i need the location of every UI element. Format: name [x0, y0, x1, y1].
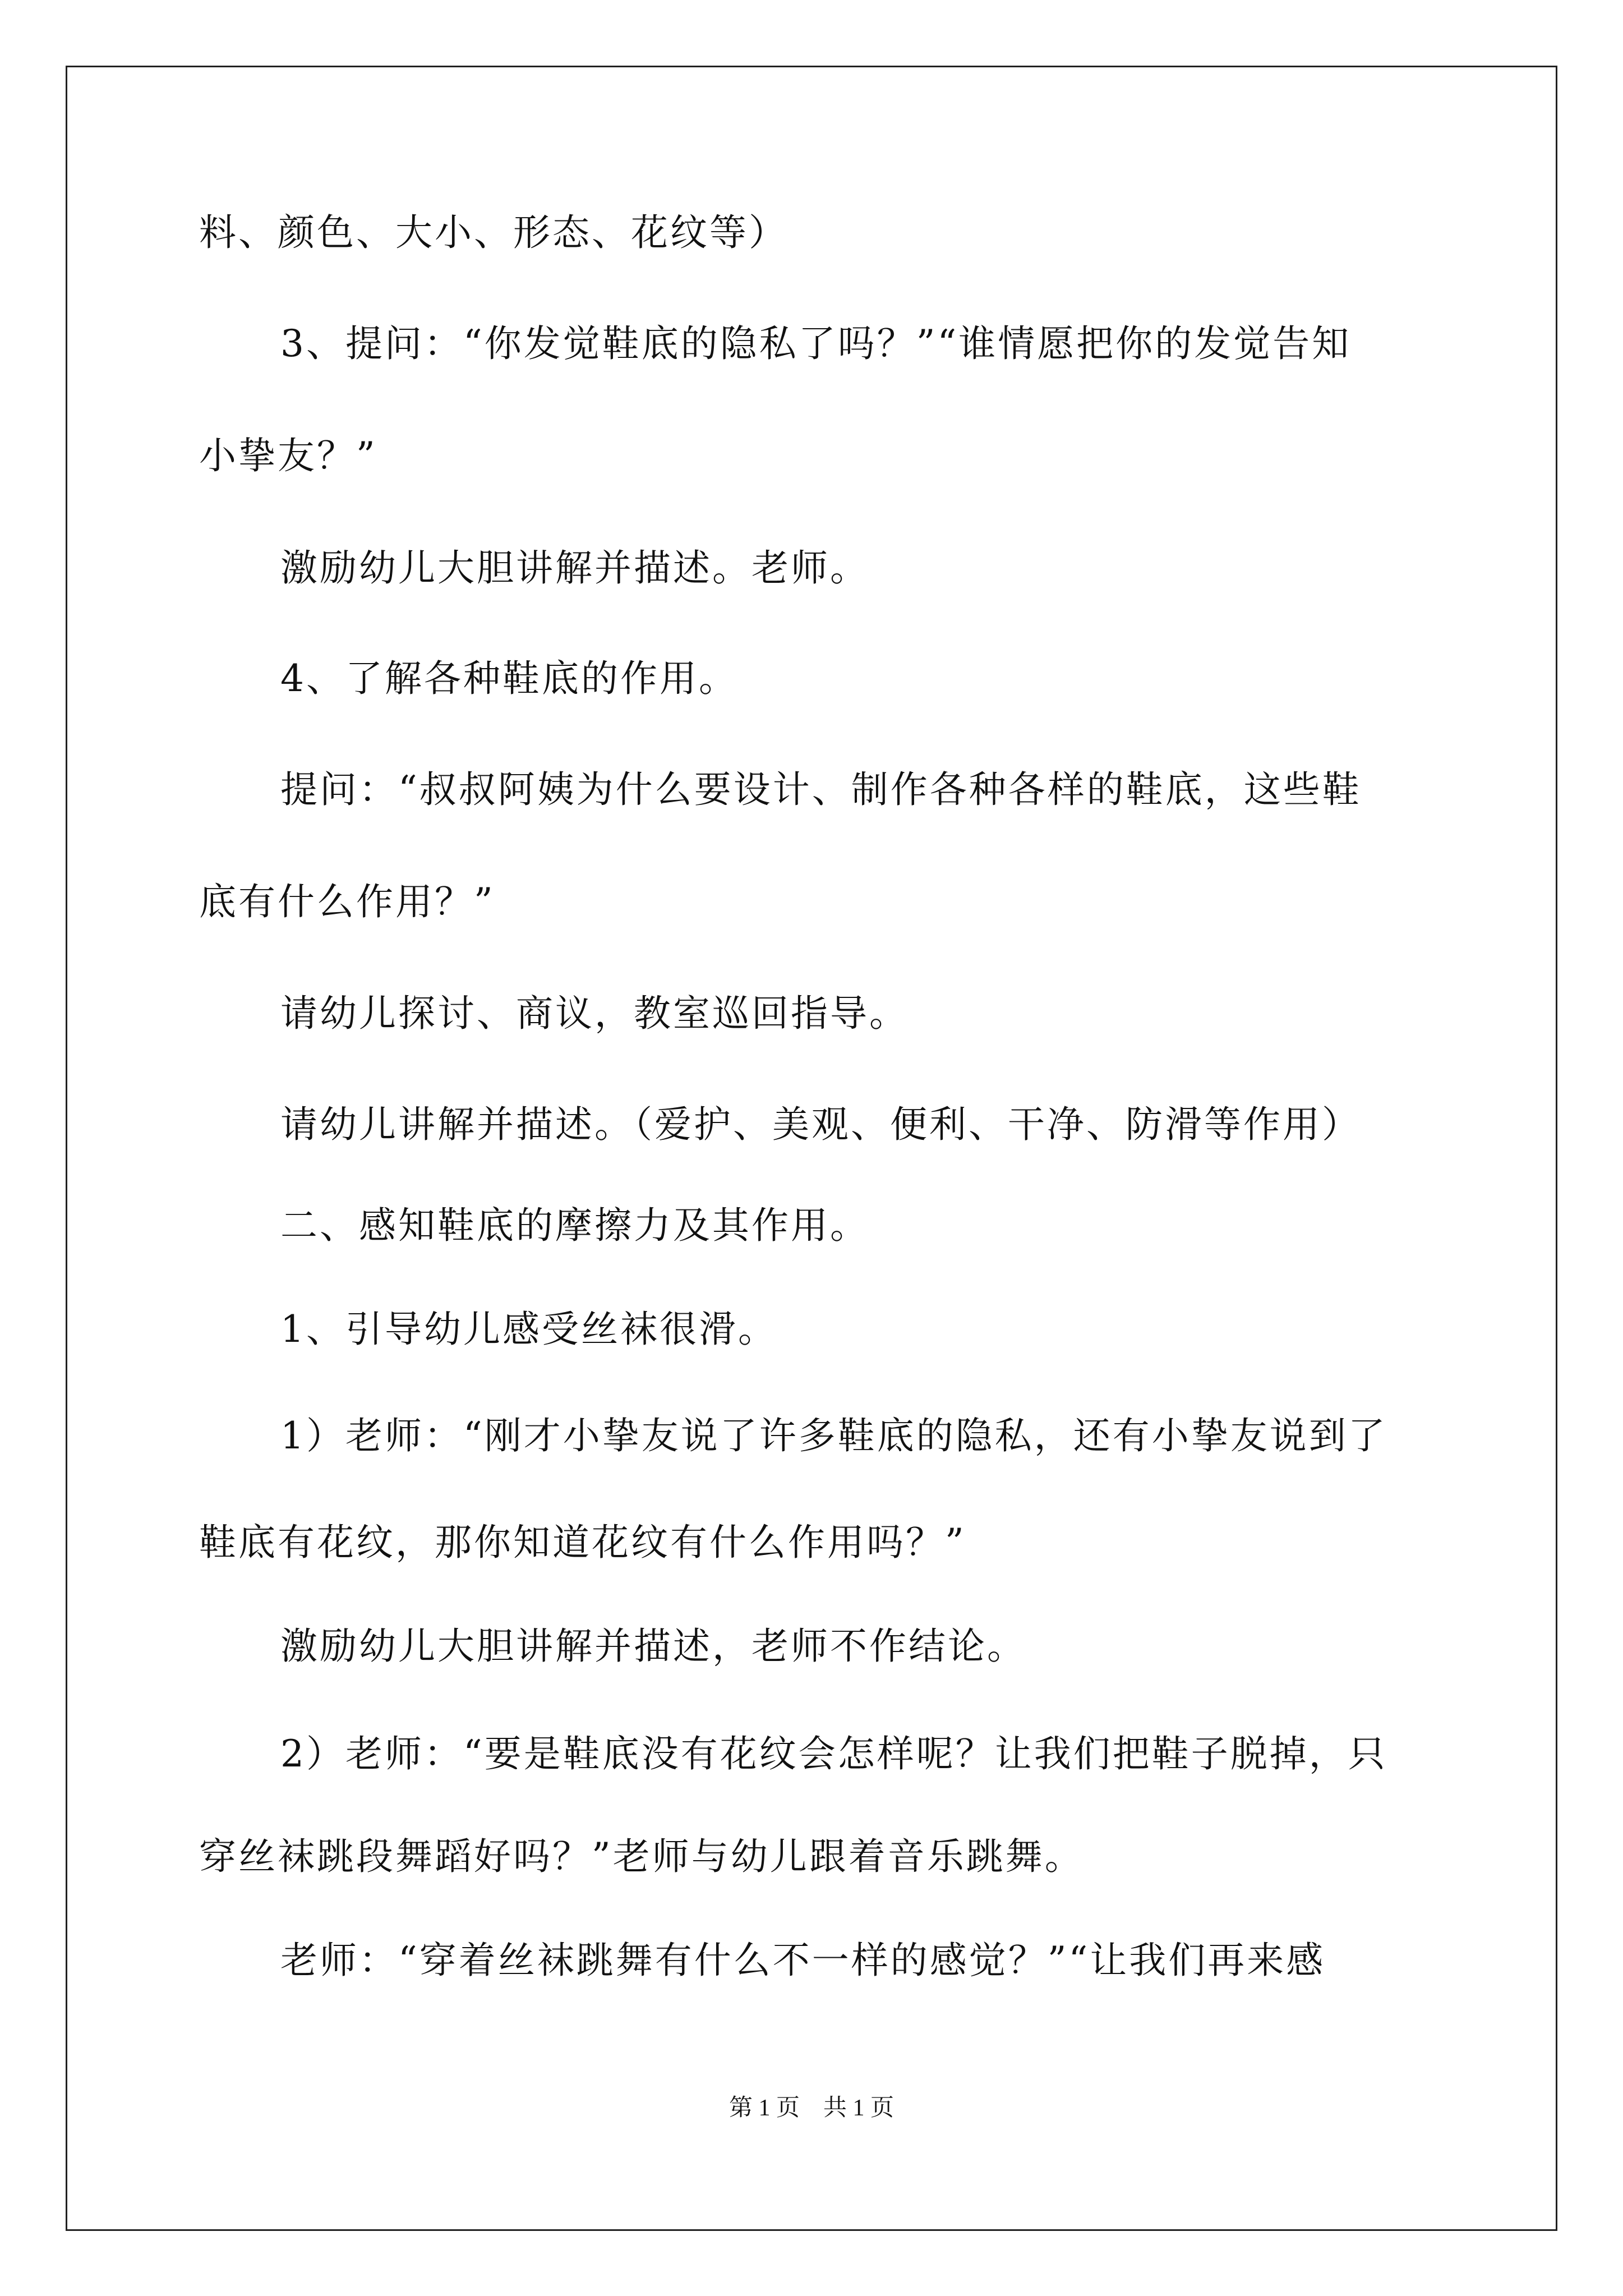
text-line-16: 穿丝袜跳段舞蹈好吗？”老师与幼儿跟着音乐跳舞。 — [199, 1835, 1084, 1878]
text-line-1: 料、颜色、大小、形态、花纹等） — [199, 211, 788, 254]
text-line-8: 请幼儿探讨、商议，教室巡回指导。 — [280, 992, 909, 1035]
text-line-17: 老师：“穿着丝袜跳舞有什么不一样的感觉？”“让我们再来感 — [280, 1939, 1326, 1982]
text-line-4: 激励幼儿大胆讲解并描述。老师。 — [280, 546, 869, 590]
text-line-12: 1）老师：“刚才小挚友说了许多鞋底的隐私，还有小挚友说到了 — [280, 1414, 1387, 1457]
text-line-5: 4、了解各种鞋底的作用。 — [280, 657, 738, 700]
text-line-14: 激励幼儿大胆讲解并描述，老师不作结论。 — [280, 1625, 1026, 1668]
text-line-9: 请幼儿讲解并描述。（爱护、美观、便利、干净、防滑等作用） — [280, 1103, 1361, 1146]
text-line-11: 1、引导幼儿感受丝袜很滑。 — [280, 1308, 777, 1351]
text-line-10: 二、感知鞋底的摩擦力及其作用。 — [280, 1204, 869, 1247]
text-line-6: 提问：“叔叔阿姨为什么要设计、制作各种各样的鞋底，这些鞋 — [280, 768, 1362, 811]
text-line-7: 底有什么作用？” — [199, 880, 495, 923]
page-number-footer: 第 1 页 共 1 页 — [728, 2095, 894, 2121]
text-line-3: 小挚友？” — [199, 434, 377, 477]
text-line-15: 2）老师：“要是鞋底没有花纹会怎样呢？让我们把鞋子脱掉，只 — [280, 1732, 1387, 1775]
text-line-2: 3、提问：“你发觉鞋底的隐私了吗？”“谁情愿把你的发觉告知 — [280, 322, 1352, 365]
text-line-13: 鞋底有花纹，那你知道花纹有什么作用吗？” — [199, 1521, 966, 1564]
